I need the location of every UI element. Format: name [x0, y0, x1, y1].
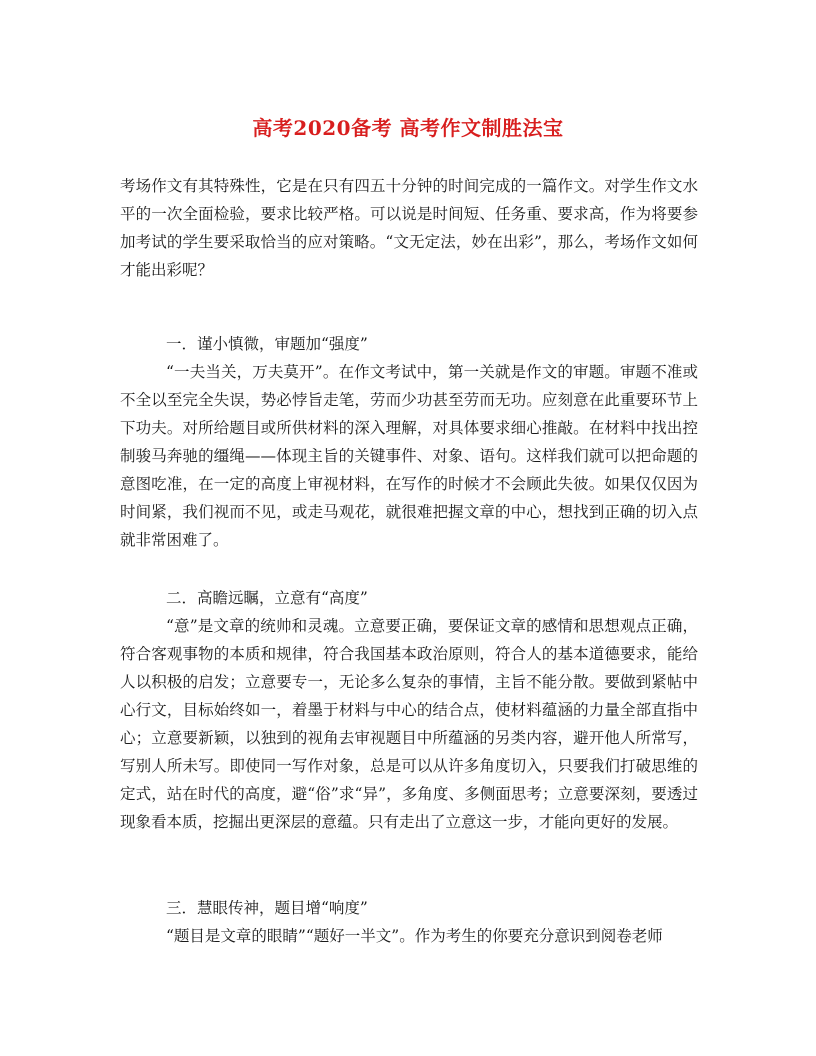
- section-2: [120, 584, 698, 836]
- section-heading: 二．高瞻远瞩，立意有“高度”: [166, 589, 368, 607]
- section-3: [120, 894, 698, 950]
- section-paragraph: “题目是文章的眼睛”“题好一半文”。作为考生的你要充分意识到阅卷老师: [166, 927, 663, 945]
- section-paragraph: “意”是文章的统帅和灵魂。立意要正确，要保证文章的感情和思想观点正确，符合客观事物的本质和规律，符合我国基本政治原则，符合人的基本道德要求，能给人以积极的启发；立意要专一，无论多么复杂的事情，主旨不能分散。要做到紧帖中心行文，目标始终如一，着墨于材料与中心的结合点，使材料蕴涵的力量全部直指中心；立意要新颖，以独到的视角去审视题目中所蕴涵的另类内容，避开他人所常写，写别人所未写。即使同一写作对象，总是可以从许多角度切入，只要我们打破思维的定式，站在时代的高度，避“俗”求“异”，多角度、多侧面思考；立意要深刻，要透过现象看本质，挖掘出更深层的意蕴。只有走出了立意这一步，才能向更好的发展。: [120, 617, 698, 831]
- section-1: [120, 330, 698, 554]
- section-heading: 一．谨小慎微，审题加“强度”: [166, 335, 368, 353]
- section-heading: 三．慧眼传神，题目增“响度”: [166, 899, 368, 917]
- section-paragraph: “一夫当关，万夫莫开”。在作文考试中，第一关就是作文的审题。审题不准或不全以至完全失误，势必悖旨走笔，劳而少功甚至劳而无功。应刻意在此重要环节上下功夫。对所给题目或所供材料的深入理解，对具体要求细心推敲。在材料中找出控制骏马奔驰的缰绳——体现主旨的关键事件、对象、语句。这样我们就可以把命题的意图吃准，在一定的高度上审视材料，在写作的时候才不会顾此失彼。如果仅仅因为时间紧，我们视而不见，或走马观花，就很难把握文章的中心，想找到正确的切入点就非常困难了。: [120, 363, 698, 549]
- intro-paragraph: 考场作文有其特殊性，它是在只有四五十分钟的时间完成的一篇作文。对学生作文水平的一次全面检验，要求比较严格。可以说是时间短、任务重、要求高，作为将要参加考试的学生要采取恰当的应对策略。“文无定法，妙在出彩”，那么，考场作文如何才能出彩呢？: [120, 177, 698, 279]
- document-title: 高考2020备考 高考作文制胜法宝: [252, 116, 564, 140]
